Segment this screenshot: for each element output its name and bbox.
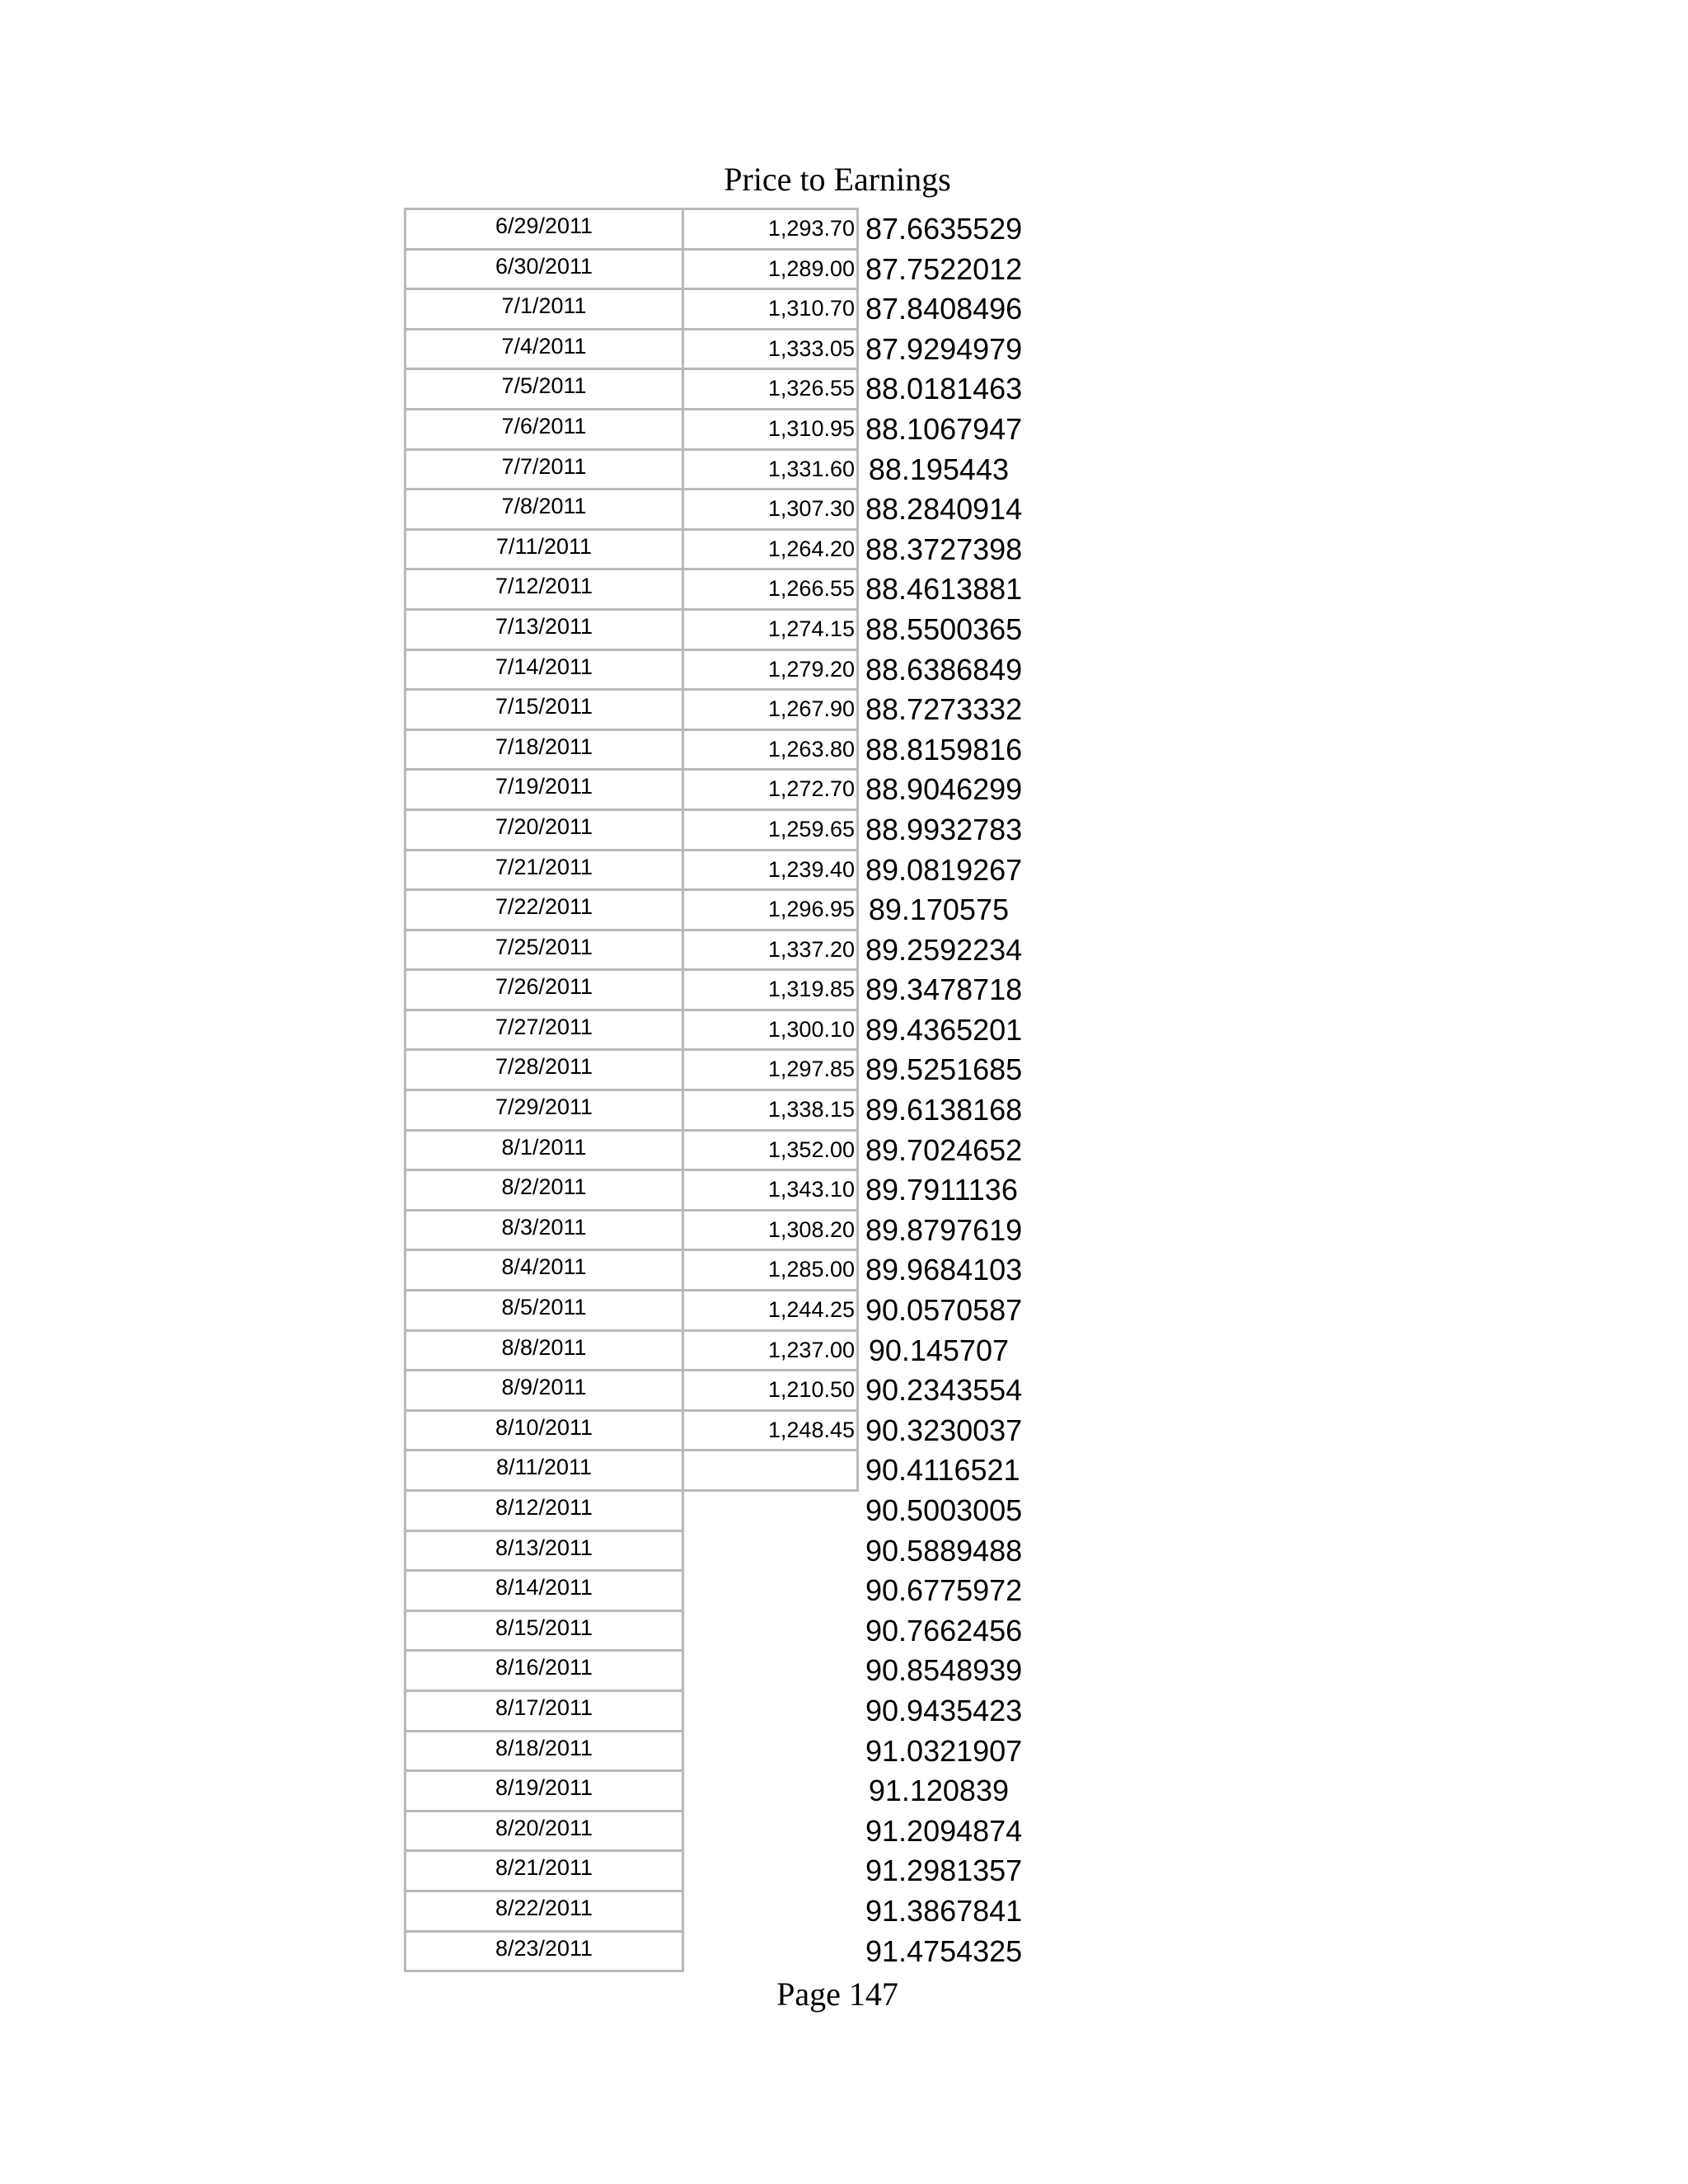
date-cell: 7/21/2011 bbox=[404, 849, 684, 889]
pe-ratio-value: 90.9435423 bbox=[865, 1693, 1023, 1727]
pe-ratio-cell bbox=[865, 1569, 1437, 1610]
date-cell: 7/29/2011 bbox=[404, 1089, 684, 1129]
pe-ratio-cell bbox=[865, 1690, 1437, 1730]
date-cell: 8/19/2011 bbox=[404, 1769, 684, 1810]
pe-ratio-value: 88.0181463 bbox=[865, 372, 1023, 406]
date-cell: 8/10/2011 bbox=[404, 1409, 684, 1450]
price-cell: 1,326.55 bbox=[684, 368, 859, 408]
pe-ratio-cell bbox=[865, 1730, 1437, 1770]
pe-ratio-value: 90.4116521 bbox=[865, 1453, 1020, 1488]
pe-ratio-value: 90.7662456 bbox=[865, 1613, 1023, 1647]
pe-ratio-value: 91.120839 bbox=[868, 1774, 1009, 1808]
date-cell: 8/16/2011 bbox=[404, 1649, 684, 1690]
price-cell: 1,293.70 bbox=[684, 208, 859, 248]
pe-ratio-value: 88.7273332 bbox=[865, 692, 1023, 727]
date-cell: 7/14/2011 bbox=[404, 649, 684, 689]
pe-ratio-cell bbox=[865, 1810, 1437, 1850]
pe-ratio-value: 91.2094874 bbox=[865, 1813, 1023, 1848]
date-cell: 8/11/2011 bbox=[404, 1449, 684, 1489]
price-cell: 1,352.00 bbox=[684, 1129, 859, 1169]
price-cell: 1,308.20 bbox=[684, 1209, 859, 1249]
date-cell: 7/19/2011 bbox=[404, 768, 684, 808]
date-cell: 7/12/2011 bbox=[404, 568, 684, 608]
date-cell: 7/22/2011 bbox=[404, 888, 684, 929]
pe-ratio-value: 89.2592234 bbox=[865, 932, 1023, 967]
pe-ratio-value: 91.3867841 bbox=[865, 1893, 1023, 1928]
page-number: Page 147 bbox=[776, 1975, 898, 2013]
pe-ratio-value: 90.5003005 bbox=[865, 1493, 1023, 1527]
pe-ratio-value: 90.145707 bbox=[868, 1333, 1009, 1367]
price-cell: 1,285.00 bbox=[684, 1249, 859, 1289]
pe-ratio-cell bbox=[865, 649, 1437, 689]
pe-ratio-value: 89.5251685 bbox=[865, 1052, 1023, 1087]
pe-ratio-cell bbox=[865, 808, 1437, 849]
date-cell: 7/25/2011 bbox=[404, 929, 684, 969]
price-cell: 1,279.20 bbox=[684, 649, 859, 689]
pe-ratio-value: 88.195443 bbox=[868, 452, 1009, 486]
date-cell: 7/7/2011 bbox=[404, 448, 684, 489]
price-cell: 1,259.65 bbox=[684, 808, 859, 849]
pe-ratio-cell bbox=[865, 1209, 1437, 1249]
date-cell: 8/13/2011 bbox=[404, 1530, 684, 1570]
pe-ratio-value: 90.2343554 bbox=[865, 1373, 1023, 1408]
price-cell bbox=[684, 1449, 859, 1492]
pe-ratio-value: 90.8548939 bbox=[865, 1653, 1023, 1688]
pe-ratio-cell bbox=[865, 568, 1437, 608]
date-cell: 7/15/2011 bbox=[404, 688, 684, 729]
date-cell: 6/30/2011 bbox=[404, 248, 684, 288]
pe-ratio-cell bbox=[865, 1249, 1437, 1289]
pe-ratio-value: 88.8159816 bbox=[865, 732, 1023, 766]
pe-ratio-cell bbox=[865, 849, 1437, 889]
date-cell: 7/26/2011 bbox=[404, 968, 684, 1009]
price-cell: 1,296.95 bbox=[684, 888, 859, 929]
date-cell: 8/21/2011 bbox=[404, 1849, 684, 1890]
pe-ratio-cell bbox=[865, 1449, 1437, 1489]
pe-ratio-value: 89.170575 bbox=[868, 893, 1009, 927]
pe-ratio-value: 89.0819267 bbox=[865, 852, 1023, 887]
pe-ratio-cell bbox=[865, 1649, 1437, 1690]
page-title: Price to Earnings bbox=[724, 161, 951, 198]
pe-ratio-value: 89.8797619 bbox=[865, 1212, 1023, 1247]
date-cell: 7/20/2011 bbox=[404, 808, 684, 849]
price-cell: 1,263.80 bbox=[684, 729, 859, 769]
pe-ratio-cell bbox=[865, 1769, 1437, 1810]
pe-ratio-value: 88.4613881 bbox=[865, 572, 1023, 607]
pe-ratio-cell bbox=[865, 1409, 1437, 1450]
date-cell: 7/28/2011 bbox=[404, 1048, 684, 1089]
pe-ratio-cell bbox=[865, 608, 1437, 649]
pe-ratio-cell bbox=[865, 1169, 1437, 1209]
pe-ratio-value: 87.9294979 bbox=[865, 331, 1023, 366]
price-cell: 1,297.85 bbox=[684, 1048, 859, 1089]
price-cell: 1,338.15 bbox=[684, 1089, 859, 1129]
date-cell: 8/5/2011 bbox=[404, 1289, 684, 1329]
pe-ratio-cell bbox=[865, 408, 1437, 448]
price-cell: 1,239.40 bbox=[684, 849, 859, 889]
pe-ratio-cell bbox=[865, 1610, 1437, 1650]
pe-ratio-cell bbox=[865, 208, 1437, 248]
date-cell: 7/18/2011 bbox=[404, 729, 684, 769]
pe-ratio-value: 88.9932783 bbox=[865, 812, 1023, 846]
price-cell: 1,307.30 bbox=[684, 488, 859, 528]
pe-ratio-value: 90.0570587 bbox=[865, 1293, 1023, 1328]
date-cell: 8/2/2011 bbox=[404, 1169, 684, 1209]
pe-ratio-cell bbox=[865, 248, 1437, 288]
pe-ratio-cell bbox=[865, 1329, 1437, 1370]
pe-ratio-cell bbox=[865, 1009, 1437, 1049]
pe-ratio-cell bbox=[865, 1369, 1437, 1409]
pe-ratio-cell bbox=[865, 929, 1437, 969]
pe-ratio-cell bbox=[865, 1930, 1437, 1971]
pe-ratio-cell bbox=[865, 1849, 1437, 1890]
pe-ratio-cell bbox=[865, 768, 1437, 808]
price-cell: 1,310.70 bbox=[684, 288, 859, 328]
price-cell: 1,310.95 bbox=[684, 408, 859, 448]
pe-ratio-cell bbox=[865, 488, 1437, 528]
date-cell: 7/13/2011 bbox=[404, 608, 684, 649]
price-cell: 1,319.85 bbox=[684, 968, 859, 1009]
price-cell: 1,331.60 bbox=[684, 448, 859, 489]
price-cell: 1,267.90 bbox=[684, 688, 859, 729]
date-cell: 8/4/2011 bbox=[404, 1249, 684, 1289]
date-cell: 7/6/2011 bbox=[404, 408, 684, 448]
price-cell: 1,237.00 bbox=[684, 1329, 859, 1370]
date-cell: 7/5/2011 bbox=[404, 368, 684, 408]
price-cell: 1,210.50 bbox=[684, 1369, 859, 1409]
pe-ratio-value: 90.6775972 bbox=[865, 1573, 1023, 1608]
pe-ratio-cell bbox=[865, 1489, 1437, 1530]
pe-ratio-value: 89.7911136 bbox=[865, 1173, 1018, 1207]
pe-ratio-cell bbox=[865, 368, 1437, 408]
date-cell: 7/11/2011 bbox=[404, 528, 684, 569]
date-cell: 8/9/2011 bbox=[404, 1369, 684, 1409]
date-cell: 8/8/2011 bbox=[404, 1329, 684, 1370]
date-cell: 8/23/2011 bbox=[404, 1930, 684, 1973]
pe-ratio-value: 88.5500365 bbox=[865, 612, 1023, 646]
price-cell: 1,264.20 bbox=[684, 528, 859, 569]
pe-ratio-cell bbox=[865, 968, 1437, 1009]
pe-ratio-value: 87.7522012 bbox=[865, 251, 1023, 286]
pe-ratio-cell bbox=[865, 1289, 1437, 1329]
pe-ratio-cell bbox=[865, 1089, 1437, 1129]
date-cell: 7/1/2011 bbox=[404, 288, 684, 328]
pe-ratio-cell bbox=[865, 528, 1437, 569]
price-cell: 1,274.15 bbox=[684, 608, 859, 649]
pe-ratio-value: 89.3478718 bbox=[865, 972, 1023, 1007]
pe-ratio-value: 88.2840914 bbox=[865, 492, 1023, 527]
date-cell: 8/22/2011 bbox=[404, 1890, 684, 1930]
pe-ratio-value: 89.4365201 bbox=[865, 1012, 1023, 1047]
pe-ratio-value: 89.7024652 bbox=[865, 1132, 1023, 1167]
date-cell: 8/20/2011 bbox=[404, 1810, 684, 1850]
date-cell: 8/14/2011 bbox=[404, 1569, 684, 1610]
pe-ratio-value: 89.9684103 bbox=[865, 1253, 1023, 1287]
price-cell: 1,300.10 bbox=[684, 1009, 859, 1049]
pe-ratio-value: 91.0321907 bbox=[865, 1733, 1023, 1768]
pe-ratio-value: 90.5889488 bbox=[865, 1533, 1023, 1568]
pe-ratio-value: 91.4754325 bbox=[865, 1933, 1023, 1968]
date-cell: 6/29/2011 bbox=[404, 208, 684, 248]
price-cell: 1,289.00 bbox=[684, 248, 859, 288]
pe-ratio-cell bbox=[865, 448, 1437, 489]
date-cell: 8/12/2011 bbox=[404, 1489, 684, 1530]
pe-ratio-cell bbox=[865, 1530, 1437, 1570]
date-cell: 8/17/2011 bbox=[404, 1690, 684, 1730]
pe-ratio-cell bbox=[865, 688, 1437, 729]
pe-ratio-value: 87.8408496 bbox=[865, 292, 1023, 326]
pe-ratio-cell bbox=[865, 328, 1437, 368]
pe-ratio-cell bbox=[865, 888, 1437, 929]
price-cell: 1,333.05 bbox=[684, 328, 859, 368]
date-cell: 7/4/2011 bbox=[404, 328, 684, 368]
pe-ratio-cell bbox=[865, 1129, 1437, 1169]
pe-ratio-value: 90.3230037 bbox=[865, 1413, 1023, 1447]
pe-ratio-value: 91.2981357 bbox=[865, 1854, 1023, 1888]
pe-ratio-value: 89.6138168 bbox=[865, 1093, 1023, 1127]
date-cell: 8/15/2011 bbox=[404, 1610, 684, 1650]
date-cell: 7/27/2011 bbox=[404, 1009, 684, 1049]
price-cell: 1,244.25 bbox=[684, 1289, 859, 1329]
pe-ratio-value: 87.6635529 bbox=[865, 212, 1023, 246]
price-cell: 1,337.20 bbox=[684, 929, 859, 969]
price-cell: 1,248.45 bbox=[684, 1409, 859, 1450]
pe-ratio-cell bbox=[865, 288, 1437, 328]
date-cell: 8/1/2011 bbox=[404, 1129, 684, 1169]
pe-ratio-value: 88.1067947 bbox=[865, 411, 1023, 446]
date-cell: 8/3/2011 bbox=[404, 1209, 684, 1249]
pe-ratio-cell bbox=[865, 729, 1437, 769]
date-cell: 7/8/2011 bbox=[404, 488, 684, 528]
pe-ratio-value: 88.6386849 bbox=[865, 652, 1023, 687]
pe-ratio-cell bbox=[865, 1890, 1437, 1930]
pe-ratio-value: 88.3727398 bbox=[865, 532, 1023, 566]
pe-ratio-cell bbox=[865, 1048, 1437, 1089]
pe-ratio-value: 88.9046299 bbox=[865, 772, 1023, 807]
price-cell: 1,266.55 bbox=[684, 568, 859, 608]
price-cell: 1,272.70 bbox=[684, 768, 859, 808]
date-cell: 8/18/2011 bbox=[404, 1730, 684, 1770]
price-cell: 1,343.10 bbox=[684, 1169, 859, 1209]
